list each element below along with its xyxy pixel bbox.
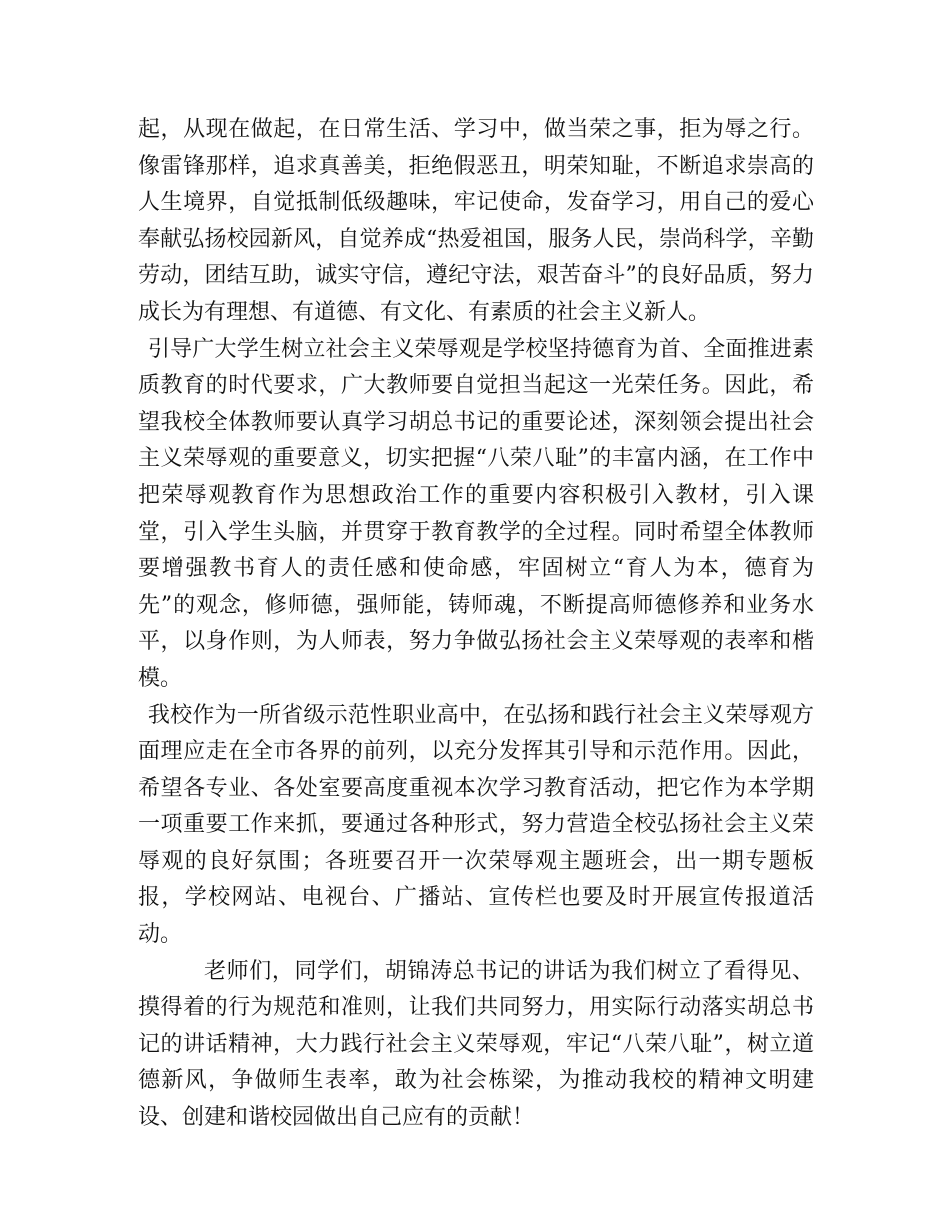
paragraph-3: 我校作为一所省级示范性职业高中，在弘扬和践行社会主义荣辱观方面理应走在全市各界的前列，以充分发挥其引导和示范作用。因此，希望各专业、各处室要高度重视本次学习教育活动，把它作为本学期一项重要工作来抓，要通过各种形式，努力营造全校弘扬社会主义荣辱观的良好氛围；各班要召开一次荣辱观主题班会，出一期专题板报，学校网站、电视台、广播站、宣传栏也要及时开展宣传报道活动。 [138, 702, 814, 948]
paragraph-1: 起，从现在做起，在日常生活、学习中，做当荣之事，拒为辱之行。像雷锋那样，追求真善美，拒绝假恶丑，明荣知耻，不断追求崇高的人生境界，自觉抵制低级趣味，牢记使命，发奋学习，用自己的爱心奉献弘扬校园新风，自觉养成“热爱祖国，服务人民，崇尚科学，辛勤劳动，团结互助，诚实守信，遵纪守法，艰苦奋斗”的良好品质，努力成长为有理想、有道德、有文化、有素质的社会主义新人。 [138, 117, 814, 325]
document-body [138, 112, 814, 1137]
paragraph-2: 引导广大学生树立社会主义荣辱观是学校坚持德育为首、全面推进素质教育的时代要求，广大教师要自觉担当起这一光荣任务。因此，希望我校全体教师要认真学习胡总书记的重要论述，深刻领会提出社会主义荣辱观的重要意义，切实把握“八荣八耻”的丰富内涵，在工作中把荣辱观教育作为思想政治工作的重要内容积极引入教材，引入课堂，引入学生头脑，并贯穿于教育教学的全过程。同时希望全体教师要增强教书育人的责任感和使命感，牢固树立“育人为本，德育为先”的观念，修师德，强师能，铸师魂，不断提高师德修养和业务水平，以身作则，为人师表，努力争做弘扬社会主义荣辱观的表率和楷模。 [138, 336, 814, 691]
paragraph-4: 老师们，同学们，胡锦涛总书记的讲话为我们树立了看得见、摸得着的行为规范和准则，让我们共同努力，用实际行动落实胡总书记的讲话精神，大力践行社会主义荣辱观，牢记“八荣八耻”，树立道德新风，争做师生表率，敢为社会栋梁，为推动我校的精神文明建设、创建和谐校园做出自己应有的贡献！ [138, 958, 814, 1131]
